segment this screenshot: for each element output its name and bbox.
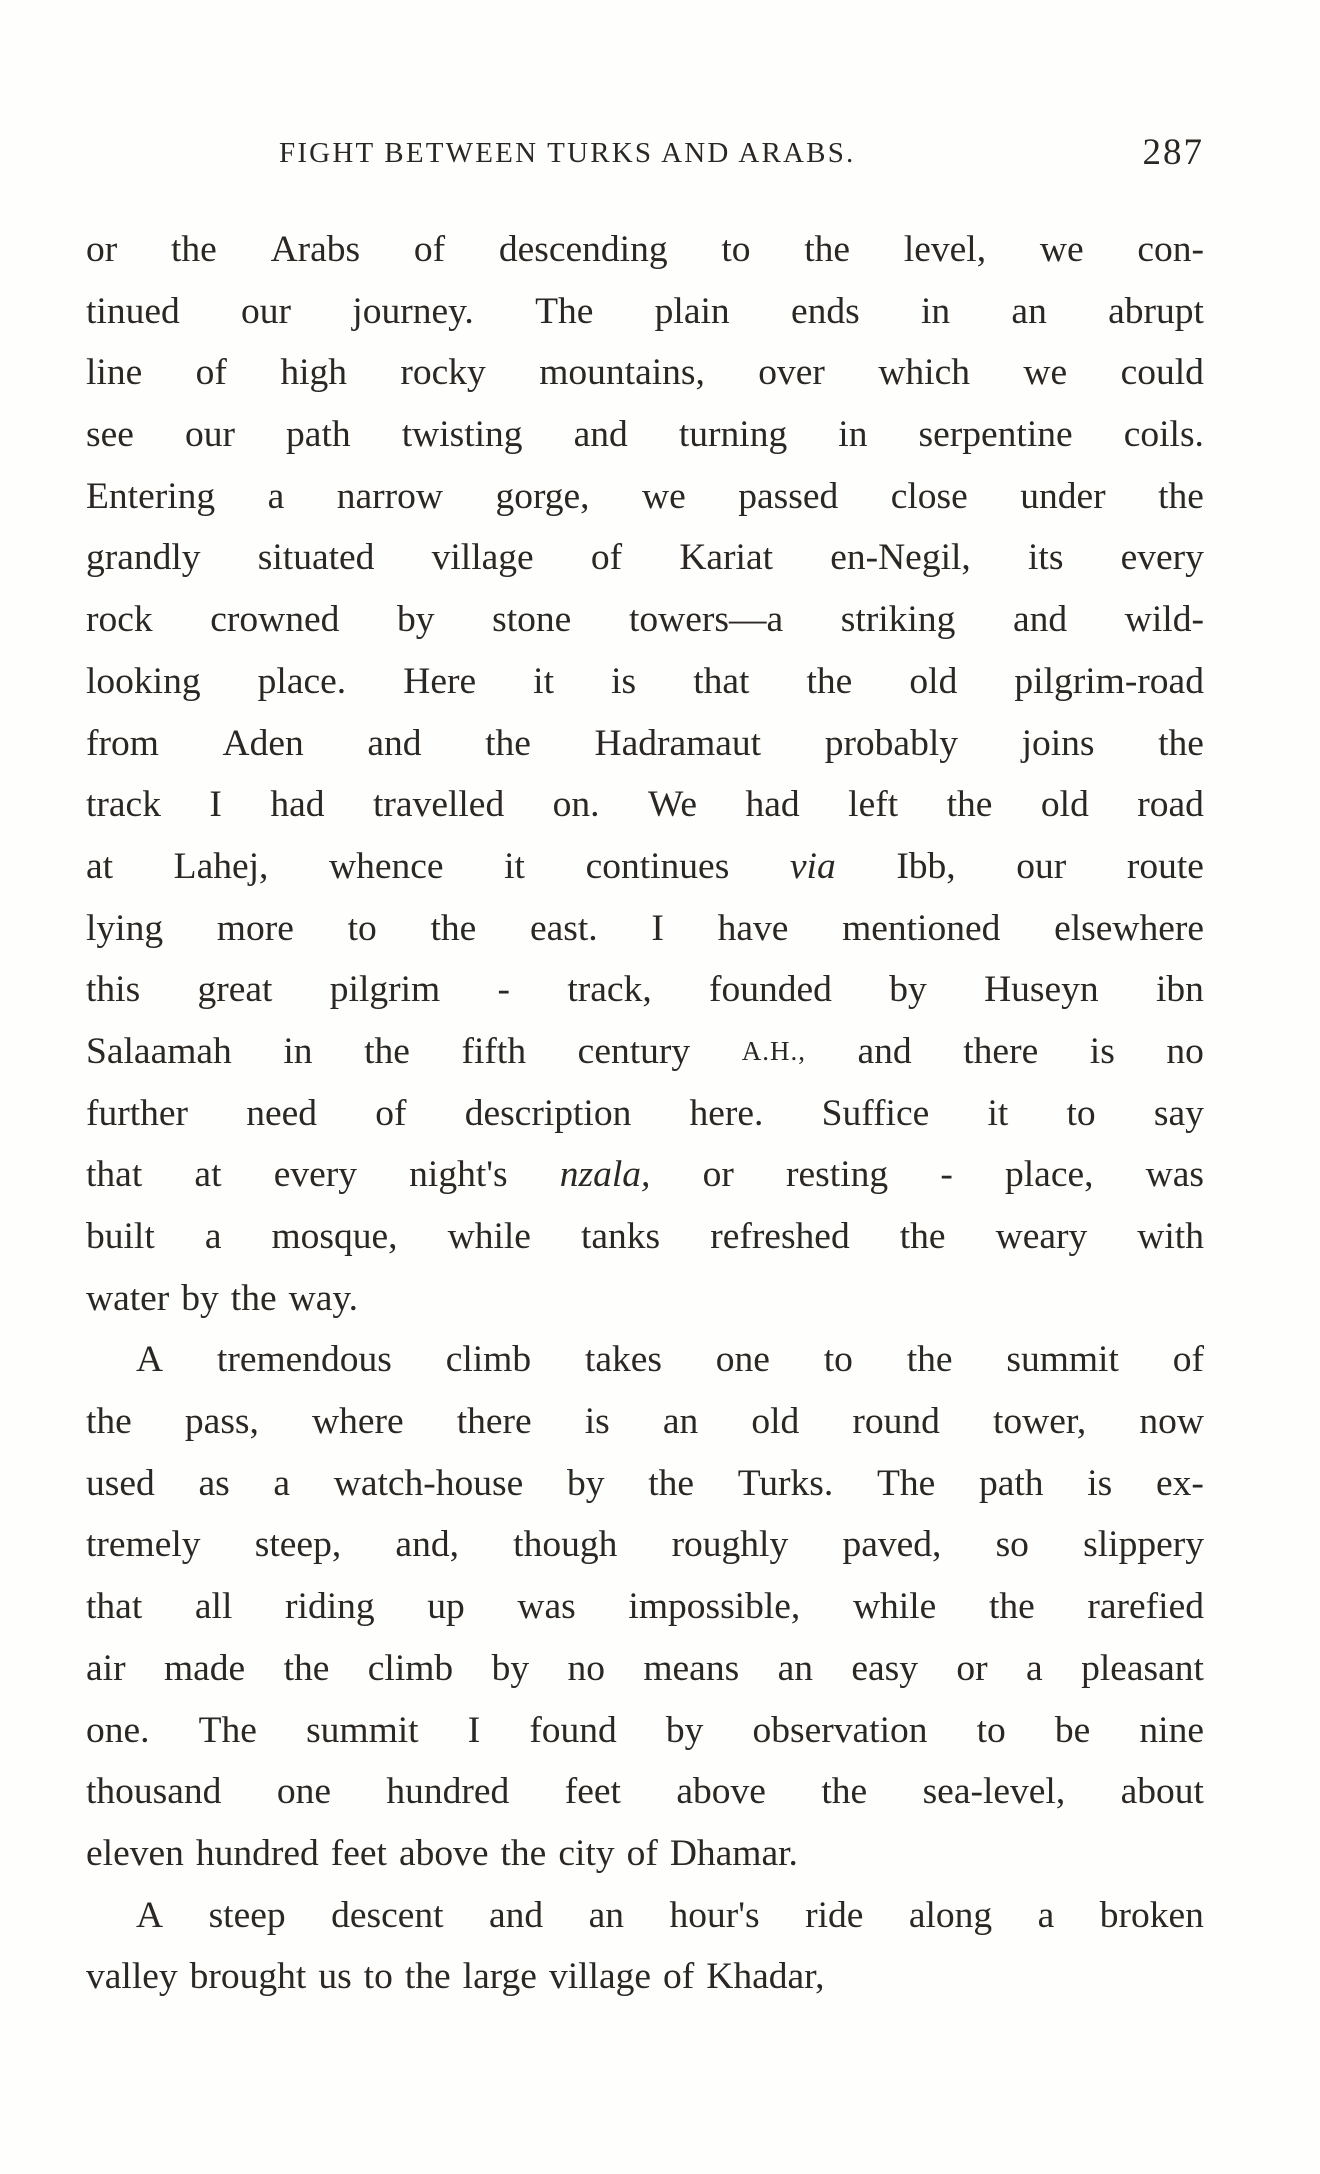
word: situated bbox=[257, 537, 375, 579]
word: Suffice bbox=[821, 1092, 930, 1134]
word: con- bbox=[1137, 229, 1204, 270]
word: place. bbox=[257, 660, 347, 702]
word: A bbox=[136, 1894, 164, 1936]
word: I bbox=[467, 1709, 481, 1751]
word: passed bbox=[738, 475, 839, 517]
word: there bbox=[456, 1401, 532, 1443]
word: Kariat bbox=[679, 537, 774, 579]
word: or bbox=[86, 229, 118, 270]
paragraph bbox=[86, 1885, 1204, 2008]
word: old bbox=[751, 1401, 800, 1443]
word: track, bbox=[567, 969, 652, 1011]
word: at bbox=[194, 1154, 222, 1196]
word: century bbox=[577, 1030, 691, 1072]
word: of bbox=[1172, 1339, 1204, 1381]
word: weary bbox=[995, 1216, 1088, 1257]
text-line bbox=[86, 1083, 1204, 1145]
word: of bbox=[662, 1956, 695, 1998]
word: high bbox=[280, 352, 347, 394]
word: tanks bbox=[580, 1216, 661, 1257]
word: the bbox=[230, 1277, 277, 1319]
word: by bbox=[491, 1647, 530, 1689]
word: by bbox=[181, 1277, 219, 1319]
word: way. bbox=[288, 1277, 359, 1319]
word: descending bbox=[498, 229, 668, 270]
word: - bbox=[497, 969, 511, 1011]
word: via bbox=[789, 845, 836, 887]
word: which bbox=[878, 352, 970, 394]
word: there bbox=[963, 1030, 1039, 1072]
word: in bbox=[920, 290, 951, 332]
word: the bbox=[988, 1586, 1035, 1628]
word: a bbox=[1026, 1647, 1043, 1689]
text-line bbox=[86, 589, 1204, 651]
text-line bbox=[86, 281, 1204, 343]
word: plain bbox=[654, 290, 730, 332]
word: we bbox=[642, 475, 686, 517]
word: is bbox=[1089, 1030, 1115, 1072]
word: easy bbox=[851, 1647, 918, 1689]
word: the bbox=[430, 907, 477, 949]
word: to bbox=[363, 1956, 393, 1998]
word: our bbox=[184, 414, 235, 456]
word: have bbox=[717, 907, 789, 949]
word: tremely bbox=[86, 1524, 201, 1566]
word: mosque, bbox=[271, 1216, 398, 1257]
word: need bbox=[246, 1092, 318, 1134]
word: so bbox=[995, 1524, 1029, 1566]
word: had bbox=[745, 784, 800, 826]
word: steep bbox=[208, 1894, 286, 1936]
word: is bbox=[584, 1401, 610, 1443]
word: while bbox=[852, 1586, 937, 1628]
word: Dhamar. bbox=[669, 1832, 798, 1874]
word: all bbox=[194, 1586, 233, 1628]
word: old bbox=[1040, 784, 1089, 826]
word: and bbox=[1012, 599, 1068, 641]
word: could bbox=[1120, 352, 1204, 394]
word: an bbox=[662, 1401, 699, 1443]
word: great bbox=[197, 969, 273, 1011]
word: We bbox=[648, 784, 698, 826]
word: to bbox=[976, 1709, 1006, 1751]
word: found bbox=[529, 1709, 617, 1751]
word: impossible, bbox=[628, 1586, 801, 1628]
word: fifth bbox=[461, 1030, 527, 1072]
word: one. bbox=[86, 1709, 150, 1751]
word: Entering bbox=[86, 475, 216, 517]
word: we bbox=[1023, 352, 1068, 394]
word: it bbox=[533, 660, 555, 702]
word: observation bbox=[752, 1709, 928, 1751]
word: path bbox=[286, 414, 351, 456]
text-line bbox=[86, 1268, 1204, 1330]
word: slippery bbox=[1083, 1524, 1204, 1566]
word: mountains, bbox=[539, 352, 705, 394]
paragraph bbox=[86, 219, 1204, 1329]
word: our bbox=[1016, 845, 1067, 887]
word: of bbox=[413, 229, 446, 270]
word: by bbox=[397, 599, 435, 641]
word: at bbox=[86, 845, 114, 887]
word: road bbox=[1137, 784, 1204, 826]
word: made bbox=[163, 1647, 246, 1689]
word: valley bbox=[86, 1956, 178, 1998]
word: summit bbox=[1006, 1339, 1119, 1381]
word: east. bbox=[529, 907, 598, 949]
word: no bbox=[1166, 1030, 1204, 1072]
word: Huseyn bbox=[984, 969, 1099, 1011]
word: mentioned bbox=[842, 907, 1001, 949]
word: here. bbox=[689, 1092, 764, 1134]
word: every bbox=[273, 1154, 357, 1196]
word: now bbox=[1139, 1401, 1204, 1443]
word: continues bbox=[585, 845, 730, 887]
word: nine bbox=[1139, 1709, 1204, 1751]
word: that bbox=[86, 1586, 143, 1628]
word: the bbox=[648, 1462, 695, 1504]
word: of bbox=[375, 1092, 407, 1134]
word: under bbox=[1020, 475, 1106, 517]
word: over bbox=[758, 352, 825, 394]
text-line bbox=[86, 1700, 1204, 1762]
word: hundred bbox=[386, 1771, 510, 1813]
word: a bbox=[273, 1462, 291, 1504]
word: nzala, bbox=[559, 1154, 651, 1196]
word: abrupt bbox=[1108, 290, 1204, 332]
word: where bbox=[311, 1401, 404, 1443]
word: the bbox=[1158, 722, 1204, 764]
word: it bbox=[504, 845, 525, 887]
word: hundred bbox=[195, 1832, 319, 1874]
word: village bbox=[548, 1956, 651, 1998]
word: Aden bbox=[222, 722, 304, 764]
running-head bbox=[86, 128, 1204, 178]
word: A.H., bbox=[741, 1035, 806, 1066]
word: the bbox=[806, 660, 853, 702]
word: an bbox=[777, 1647, 813, 1689]
word: was bbox=[1145, 1154, 1204, 1196]
text-line bbox=[86, 1021, 1204, 1083]
word: one bbox=[276, 1771, 331, 1813]
word: summit bbox=[306, 1709, 419, 1751]
word: striking bbox=[840, 599, 956, 641]
word: us bbox=[318, 1956, 352, 1998]
page-number: 287 bbox=[1142, 132, 1204, 173]
word: a bbox=[1037, 1894, 1055, 1936]
word: to bbox=[721, 229, 751, 270]
word: village bbox=[431, 537, 534, 579]
word: sea-level, bbox=[922, 1771, 1066, 1813]
word: - bbox=[940, 1154, 953, 1196]
word: while bbox=[447, 1216, 531, 1257]
word: serpentine bbox=[918, 414, 1073, 456]
word: narrow bbox=[336, 475, 443, 517]
word: Here bbox=[403, 660, 477, 702]
word: rocky bbox=[400, 352, 486, 394]
text-line bbox=[86, 1885, 1204, 1947]
paragraph bbox=[86, 1329, 1204, 1884]
text-line bbox=[86, 466, 1204, 528]
word: travelled bbox=[373, 784, 505, 826]
word: broken bbox=[1099, 1894, 1204, 1936]
text-line bbox=[86, 342, 1204, 404]
word: Khadar, bbox=[706, 1956, 825, 1998]
running-head-title: FIGHT BETWEEN TURKS AND ARABS. bbox=[279, 137, 856, 169]
word: tower, bbox=[992, 1401, 1087, 1443]
word: along bbox=[908, 1894, 993, 1936]
text-line bbox=[86, 651, 1204, 713]
word: ex- bbox=[1155, 1462, 1204, 1504]
text-line bbox=[86, 1514, 1204, 1576]
text-line bbox=[86, 713, 1204, 775]
word: the bbox=[1158, 475, 1204, 517]
word: path bbox=[978, 1462, 1044, 1504]
word: I bbox=[651, 907, 664, 949]
word: in bbox=[283, 1030, 313, 1072]
word: Arabs bbox=[270, 229, 361, 270]
word: water bbox=[86, 1277, 170, 1319]
word: resting bbox=[786, 1154, 889, 1196]
word: The bbox=[535, 290, 594, 332]
word: used bbox=[86, 1462, 155, 1504]
word: steep, bbox=[254, 1524, 342, 1566]
word: en-Negil, bbox=[830, 537, 971, 579]
word: feet bbox=[330, 1832, 387, 1874]
word: feet bbox=[564, 1771, 621, 1813]
word: track bbox=[86, 784, 161, 826]
word: the bbox=[364, 1030, 410, 1072]
word: above bbox=[676, 1771, 766, 1813]
word: watch-house bbox=[333, 1462, 524, 1504]
word: and bbox=[489, 1894, 544, 1936]
word: of bbox=[195, 352, 227, 394]
word: towers—a bbox=[628, 599, 784, 641]
word: had bbox=[270, 784, 325, 826]
text-line bbox=[86, 959, 1204, 1021]
word: the bbox=[821, 1771, 868, 1813]
word: about bbox=[1120, 1771, 1204, 1813]
word: Hadramaut bbox=[594, 722, 762, 764]
word: pilgrim-road bbox=[1014, 660, 1204, 702]
word: from bbox=[86, 722, 159, 764]
word: paved, bbox=[842, 1524, 942, 1566]
text-line bbox=[86, 1946, 1204, 2008]
word: the bbox=[804, 229, 851, 270]
text-line bbox=[86, 1391, 1204, 1453]
word: in bbox=[838, 414, 868, 456]
text-line bbox=[86, 219, 1204, 281]
text-line bbox=[86, 1638, 1204, 1700]
word: the bbox=[171, 229, 217, 270]
word: pilgrim bbox=[329, 969, 441, 1011]
word: pass, bbox=[184, 1401, 259, 1443]
word: ends bbox=[790, 290, 860, 332]
word: roughly bbox=[671, 1524, 789, 1566]
word: or bbox=[956, 1647, 988, 1689]
word: stone bbox=[492, 599, 572, 641]
word: and bbox=[573, 414, 628, 456]
word: and bbox=[367, 722, 422, 764]
word: above bbox=[398, 1832, 489, 1874]
word: the bbox=[86, 1401, 132, 1443]
text-line bbox=[86, 1206, 1204, 1268]
word: large bbox=[462, 1956, 537, 1998]
word: line bbox=[86, 352, 143, 394]
word: crowned bbox=[210, 599, 340, 641]
word: up bbox=[427, 1586, 465, 1628]
word: see bbox=[86, 414, 134, 456]
word: founded bbox=[709, 969, 832, 1011]
word: a bbox=[267, 475, 285, 517]
word: built bbox=[86, 1216, 155, 1257]
word: by bbox=[665, 1709, 704, 1751]
word: climb bbox=[367, 1647, 454, 1689]
word: wild- bbox=[1124, 599, 1204, 641]
word: though bbox=[513, 1524, 618, 1566]
word: grandly bbox=[86, 537, 201, 579]
word: description bbox=[464, 1092, 632, 1134]
word: this bbox=[86, 969, 141, 1011]
word: level, bbox=[903, 229, 987, 270]
word: rarefied bbox=[1087, 1586, 1204, 1628]
word: the bbox=[283, 1647, 330, 1689]
word: old bbox=[909, 660, 958, 702]
word: Turks. bbox=[737, 1462, 834, 1504]
word: Lahej, bbox=[173, 845, 269, 887]
word: close bbox=[890, 475, 968, 517]
word: of bbox=[590, 537, 623, 579]
word: descent bbox=[331, 1894, 444, 1936]
word: looking bbox=[86, 660, 201, 702]
word: it bbox=[987, 1092, 1009, 1134]
word: thousand bbox=[86, 1771, 222, 1813]
word: elsewhere bbox=[1054, 907, 1204, 949]
text-line bbox=[86, 1761, 1204, 1823]
word: the bbox=[906, 1339, 953, 1381]
text-line bbox=[86, 774, 1204, 836]
text-line bbox=[86, 1823, 1204, 1885]
word: every bbox=[1120, 537, 1204, 579]
body-text bbox=[86, 219, 1204, 2008]
word: I bbox=[209, 784, 222, 826]
word: a bbox=[204, 1216, 222, 1257]
word: the bbox=[899, 1216, 946, 1257]
word: pleasant bbox=[1081, 1647, 1204, 1689]
word: whence bbox=[329, 845, 444, 887]
word: city bbox=[558, 1832, 615, 1874]
word: that bbox=[86, 1154, 143, 1196]
word: its bbox=[1028, 537, 1064, 579]
word: lying bbox=[86, 907, 164, 949]
text-line bbox=[86, 527, 1204, 589]
word: the bbox=[946, 784, 993, 826]
word: with bbox=[1137, 1216, 1204, 1257]
word: twisting bbox=[401, 414, 523, 456]
word: is bbox=[1087, 1462, 1113, 1504]
text-line bbox=[86, 898, 1204, 960]
word: of bbox=[626, 1832, 658, 1874]
word: night's bbox=[409, 1154, 508, 1196]
word: and bbox=[857, 1030, 912, 1072]
word: the bbox=[485, 722, 531, 764]
word: to bbox=[1066, 1092, 1096, 1134]
word: was bbox=[517, 1586, 576, 1628]
word: The bbox=[198, 1709, 257, 1751]
text-line bbox=[86, 1144, 1204, 1206]
word: on. bbox=[552, 784, 600, 826]
word: our bbox=[241, 290, 292, 332]
text-line bbox=[86, 1329, 1204, 1391]
word: or bbox=[702, 1154, 734, 1196]
word: gorge, bbox=[495, 475, 590, 517]
word: the bbox=[500, 1832, 547, 1874]
word: to bbox=[823, 1339, 853, 1381]
word: Salaamah bbox=[86, 1030, 232, 1072]
word: ibn bbox=[1155, 969, 1204, 1011]
word: joins bbox=[1021, 722, 1095, 764]
word: The bbox=[876, 1462, 936, 1504]
word: air bbox=[86, 1647, 126, 1689]
word: rock bbox=[86, 599, 153, 641]
word: an bbox=[1011, 290, 1047, 332]
word: and, bbox=[395, 1524, 459, 1566]
word: as bbox=[198, 1462, 230, 1504]
word: say bbox=[1153, 1092, 1204, 1134]
word: is bbox=[611, 660, 637, 702]
word: journey. bbox=[352, 290, 474, 332]
word: Ibb, bbox=[896, 845, 956, 887]
word: brought bbox=[189, 1956, 307, 1998]
word: that bbox=[693, 660, 750, 702]
word: tinued bbox=[86, 290, 180, 332]
word: round bbox=[852, 1401, 940, 1443]
word: means bbox=[643, 1647, 740, 1689]
word: more bbox=[216, 907, 294, 949]
text-line bbox=[86, 404, 1204, 466]
word: tremendous bbox=[216, 1339, 392, 1381]
word: hour's bbox=[669, 1894, 760, 1936]
word: left bbox=[848, 784, 899, 826]
text-line bbox=[86, 1576, 1204, 1638]
word: probably bbox=[824, 722, 958, 764]
word: takes bbox=[584, 1339, 662, 1381]
word: further bbox=[86, 1092, 189, 1134]
word: we bbox=[1039, 229, 1084, 270]
word: ride bbox=[805, 1894, 864, 1936]
word: place, bbox=[1005, 1154, 1094, 1196]
word: the bbox=[404, 1956, 451, 1998]
word: one bbox=[715, 1339, 770, 1381]
word: coils. bbox=[1123, 414, 1204, 456]
word: an bbox=[588, 1894, 625, 1936]
text-line bbox=[86, 1453, 1204, 1515]
word: by bbox=[566, 1462, 605, 1504]
word: riding bbox=[285, 1586, 375, 1628]
word: climb bbox=[445, 1339, 532, 1381]
word: turning bbox=[678, 414, 788, 456]
text-line bbox=[86, 836, 1204, 898]
word: be bbox=[1054, 1709, 1091, 1751]
word: A bbox=[136, 1339, 164, 1381]
word: refreshed bbox=[710, 1216, 850, 1257]
word: by bbox=[889, 969, 927, 1011]
word: eleven bbox=[86, 1832, 184, 1874]
word: route bbox=[1126, 845, 1204, 887]
word: to bbox=[347, 907, 377, 949]
word: no bbox=[567, 1647, 605, 1689]
